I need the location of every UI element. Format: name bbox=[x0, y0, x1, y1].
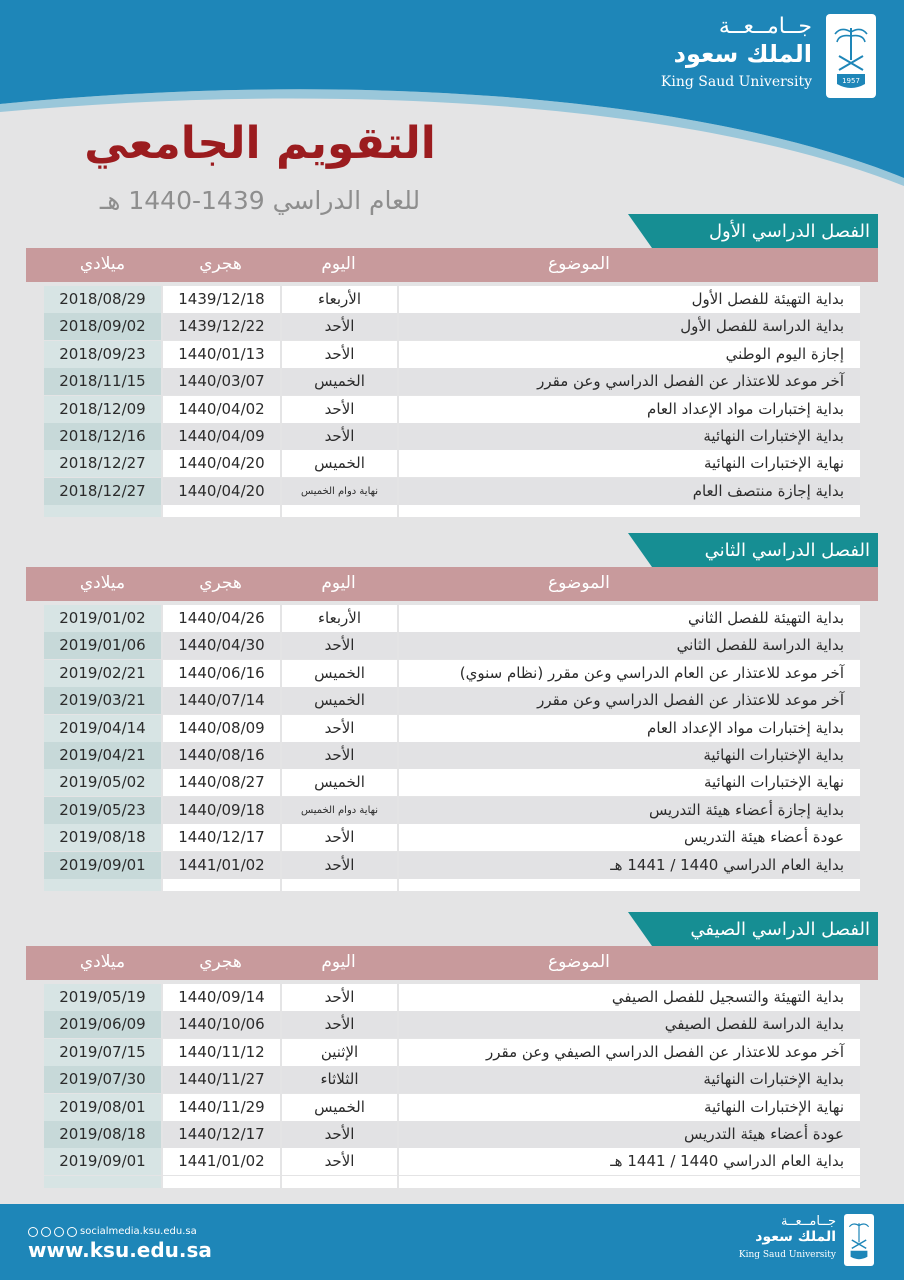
section-title-tab bbox=[652, 533, 878, 567]
cell-day: الأحد bbox=[282, 1148, 397, 1175]
cell-hijri: 1440/09/14 bbox=[163, 984, 280, 1011]
cell-gregorian: 2019/08/01 bbox=[44, 1094, 161, 1121]
cell-subject: عودة أعضاء هيئة التدريس bbox=[399, 1121, 860, 1148]
header-gregorian: ميلادي bbox=[79, 254, 126, 274]
cell-day: الخميس bbox=[282, 660, 397, 687]
cell-hijri: 1440/12/17 bbox=[163, 1121, 280, 1148]
table-row bbox=[44, 1066, 860, 1093]
social-links[interactable] bbox=[28, 1226, 197, 1237]
cell-gregorian: 2018/12/09 bbox=[44, 396, 161, 423]
cell-hijri: 1440/07/14 bbox=[163, 687, 280, 714]
cell-hijri: 1440/09/18 bbox=[163, 797, 280, 824]
table-row bbox=[44, 396, 860, 423]
table-row bbox=[44, 1148, 860, 1175]
cell-subject-empty bbox=[399, 879, 860, 891]
logo-arabic-university: جــامــعــة bbox=[718, 14, 812, 39]
header-subject: الموضوع bbox=[548, 573, 610, 593]
table-row bbox=[44, 769, 860, 796]
cell-day: الأحد bbox=[282, 984, 397, 1011]
cell-hijri: 1440/12/17 bbox=[163, 824, 280, 851]
cell-day: الأحد bbox=[282, 1011, 397, 1038]
cell-gregorian: 2019/04/21 bbox=[44, 742, 161, 769]
cell-hijri: 1440/08/16 bbox=[163, 742, 280, 769]
cell-day: نهاية دوام الخميس bbox=[282, 478, 397, 505]
header-day: اليوم bbox=[321, 254, 356, 274]
table-row bbox=[44, 450, 860, 477]
cell-hijri: 1440/04/26 bbox=[163, 605, 280, 632]
cell-subject: بداية التهيئة للفصل الأول bbox=[399, 286, 860, 313]
cell-hijri: 1440/01/13 bbox=[163, 341, 280, 368]
table-row bbox=[44, 742, 860, 769]
cell-day: الأحد bbox=[282, 341, 397, 368]
cell-gregorian: 2018/12/27 bbox=[44, 478, 161, 505]
header-day: اليوم bbox=[321, 952, 356, 972]
table-row-spacer bbox=[44, 879, 860, 891]
cell-subject: بداية التهيئة للفصل الثاني bbox=[399, 605, 860, 632]
cell-gregorian: 2019/01/06 bbox=[44, 632, 161, 659]
cell-subject: بداية العام الدراسي 1440 / 1441 هـ bbox=[399, 852, 860, 879]
cell-gregorian: 2018/09/02 bbox=[44, 313, 161, 340]
table-row bbox=[44, 341, 860, 368]
section-title-tab bbox=[652, 912, 878, 946]
cell-day: الخميس bbox=[282, 368, 397, 395]
cell-hijri: 1440/10/06 bbox=[163, 1011, 280, 1038]
cell-gregorian: 2019/01/02 bbox=[44, 605, 161, 632]
cell-gregorian: 2018/09/23 bbox=[44, 341, 161, 368]
logo-english-name: King Saud University bbox=[660, 74, 812, 90]
table-row bbox=[44, 824, 860, 851]
cell-day: الأحد bbox=[282, 632, 397, 659]
cell-gregorian: 2019/04/14 bbox=[44, 715, 161, 742]
cell-gregorian: 2018/12/27 bbox=[44, 450, 161, 477]
logo-arabic-name: الملك سعود bbox=[673, 40, 812, 68]
cell-gregorian: 2019/03/21 bbox=[44, 687, 161, 714]
cell-subject: آخر موعد للاعتذار عن العام الدراسي وعن مقرر (نظام سنوي) bbox=[399, 660, 860, 687]
cell-gregorian: 2019/08/18 bbox=[44, 824, 161, 851]
cell-day: الأربعاء bbox=[282, 286, 397, 313]
cell-subject: بداية الدراسة للفصل الصيفي bbox=[399, 1011, 860, 1038]
header-hijri: هجري bbox=[199, 573, 242, 593]
table-row bbox=[44, 687, 860, 714]
table-header bbox=[26, 248, 878, 282]
table-row bbox=[44, 984, 860, 1011]
cell-hijri: 1440/04/02 bbox=[163, 396, 280, 423]
cell-hijri: 1440/04/20 bbox=[163, 450, 280, 477]
cell-subject: عودة أعضاء هيئة التدريس bbox=[399, 824, 860, 851]
seal-year: 1957 bbox=[842, 77, 860, 85]
cell-day: الخميس bbox=[282, 687, 397, 714]
table-row bbox=[44, 797, 860, 824]
facebook-icon[interactable] bbox=[54, 1227, 64, 1237]
cell-subject: بداية الدراسة للفصل الثاني bbox=[399, 632, 860, 659]
footer-logo bbox=[739, 1214, 874, 1270]
cell-subject: بداية إختبارات مواد الإعداد العام bbox=[399, 396, 860, 423]
footer-logo-english: King Saud University bbox=[738, 1250, 836, 1260]
cell-day: الخميس bbox=[282, 1094, 397, 1121]
cell-gregorian: 2019/08/18 bbox=[44, 1121, 161, 1148]
header-hijri: هجري bbox=[199, 952, 242, 972]
table-row bbox=[44, 1039, 860, 1066]
table-row-spacer bbox=[44, 505, 860, 517]
cell-gregorian-empty bbox=[44, 1176, 161, 1188]
cell-day-empty bbox=[282, 879, 397, 891]
cell-hijri: 1440/11/29 bbox=[163, 1094, 280, 1121]
cell-gregorian: 2019/02/21 bbox=[44, 660, 161, 687]
cell-subject: بداية إجازة أعضاء هيئة التدريس bbox=[399, 797, 860, 824]
table-row bbox=[44, 605, 860, 632]
cell-subject: بداية الإختبارات النهائية bbox=[399, 423, 860, 450]
section-title-tab bbox=[652, 214, 878, 248]
footer-logo-arabic-name: الملك سعود bbox=[755, 1229, 836, 1245]
cell-day: الأحد bbox=[282, 313, 397, 340]
cell-gregorian: 2019/09/01 bbox=[44, 1148, 161, 1175]
cell-day: الأربعاء bbox=[282, 605, 397, 632]
cell-day: نهاية دوام الخميس bbox=[282, 797, 397, 824]
table-row bbox=[44, 423, 860, 450]
cell-gregorian-empty bbox=[44, 505, 161, 517]
cell-gregorian-empty bbox=[44, 879, 161, 891]
cell-day: الخميس bbox=[282, 769, 397, 796]
cell-hijri: 1441/01/02 bbox=[163, 1148, 280, 1175]
cell-subject: بداية الإختبارات النهائية bbox=[399, 742, 860, 769]
cell-subject-empty bbox=[399, 505, 860, 517]
cell-subject: بداية الدراسة للفصل الأول bbox=[399, 313, 860, 340]
cell-hijri: 1440/04/09 bbox=[163, 423, 280, 450]
header-gregorian: ميلادي bbox=[79, 952, 126, 972]
cell-day-empty bbox=[282, 505, 397, 517]
footer-logo-arabic-university: جــامــعــة bbox=[780, 1214, 836, 1229]
cell-day: الإثنين bbox=[282, 1039, 397, 1066]
cell-hijri: 1439/12/22 bbox=[163, 313, 280, 340]
website-url[interactable]: www.ksu.edu.sa bbox=[28, 1238, 212, 1262]
cell-subject: آخر موعد للاعتذار عن الفصل الدراسي وعن مقرر bbox=[399, 687, 860, 714]
table-header bbox=[26, 946, 878, 980]
twitter-icon[interactable] bbox=[67, 1227, 77, 1237]
cell-subject: بداية التهيئة والتسجيل للفصل الصيفي bbox=[399, 984, 860, 1011]
cell-subject: بداية العام الدراسي 1440 / 1441 هـ bbox=[399, 1148, 860, 1175]
cell-day: الأحد bbox=[282, 852, 397, 879]
cell-gregorian: 2019/05/19 bbox=[44, 984, 161, 1011]
cell-gregorian: 2019/05/23 bbox=[44, 797, 161, 824]
cell-hijri: 1441/01/02 bbox=[163, 852, 280, 879]
cell-day: الأحد bbox=[282, 396, 397, 423]
cell-gregorian: 2018/08/29 bbox=[44, 286, 161, 313]
cell-hijri-empty bbox=[163, 879, 280, 891]
table-row bbox=[44, 313, 860, 340]
cell-subject: بداية إجازة منتصف العام bbox=[399, 478, 860, 505]
section-title: الفصل الدراسي الثاني bbox=[704, 539, 870, 561]
ksu-logo bbox=[661, 14, 876, 104]
table-row bbox=[44, 286, 860, 313]
instagram-icon[interactable] bbox=[28, 1227, 38, 1237]
cell-hijri: 1440/08/27 bbox=[163, 769, 280, 796]
table-row-spacer bbox=[44, 1176, 860, 1188]
cell-subject: نهاية الإختبارات النهائية bbox=[399, 450, 860, 477]
palm-seal-icon bbox=[844, 1214, 874, 1266]
table-row bbox=[44, 1011, 860, 1038]
cell-hijri: 1440/06/16 bbox=[163, 660, 280, 687]
cell-subject: نهاية الإختبارات النهائية bbox=[399, 769, 860, 796]
palm-seal-icon bbox=[826, 14, 876, 98]
header-subject: الموضوع bbox=[548, 254, 610, 274]
header-subject: الموضوع bbox=[548, 952, 610, 972]
cell-day: الأحد bbox=[282, 824, 397, 851]
cell-gregorian: 2019/05/02 bbox=[44, 769, 161, 796]
table-row bbox=[44, 368, 860, 395]
cell-hijri-empty bbox=[163, 1176, 280, 1188]
table-row bbox=[44, 660, 860, 687]
cell-gregorian: 2018/12/16 bbox=[44, 423, 161, 450]
table-row bbox=[44, 632, 860, 659]
cell-subject: نهاية الإختبارات النهائية bbox=[399, 1094, 860, 1121]
cell-subject: إجازة اليوم الوطني bbox=[399, 341, 860, 368]
cell-subject: آخر موعد للاعتذار عن الفصل الدراسي الصيفي وعن مقرر bbox=[399, 1039, 860, 1066]
cell-hijri-empty bbox=[163, 505, 280, 517]
cell-hijri: 1440/08/09 bbox=[163, 715, 280, 742]
cell-hijri: 1440/11/12 bbox=[163, 1039, 280, 1066]
cell-hijri: 1439/12/18 bbox=[163, 286, 280, 313]
cell-hijri: 1440/11/27 bbox=[163, 1066, 280, 1093]
cell-subject: بداية إختبارات مواد الإعداد العام bbox=[399, 715, 860, 742]
cell-day: الخميس bbox=[282, 450, 397, 477]
table-row bbox=[44, 715, 860, 742]
table-row bbox=[44, 852, 860, 879]
cell-day: الأحد bbox=[282, 715, 397, 742]
cell-gregorian: 2018/11/15 bbox=[44, 368, 161, 395]
footer bbox=[0, 1204, 904, 1280]
page-title: التقويم الجامعي bbox=[84, 118, 436, 169]
table-row bbox=[44, 1094, 860, 1121]
cell-day: الأحد bbox=[282, 742, 397, 769]
header-day: اليوم bbox=[321, 573, 356, 593]
header-hijri: هجري bbox=[199, 254, 242, 274]
cell-gregorian: 2019/07/15 bbox=[44, 1039, 161, 1066]
cell-gregorian: 2019/09/01 bbox=[44, 852, 161, 879]
table-row bbox=[44, 478, 860, 505]
cell-subject-empty bbox=[399, 1176, 860, 1188]
header-gregorian: ميلادي bbox=[79, 573, 126, 593]
cell-day-empty bbox=[282, 1176, 397, 1188]
table-header bbox=[26, 567, 878, 601]
page-subtitle: للعام الدراسي 1439-1440 هـ bbox=[99, 186, 421, 215]
table-row bbox=[44, 1121, 860, 1148]
cell-subject: آخر موعد للاعتذار عن الفصل الدراسي وعن مقرر bbox=[399, 368, 860, 395]
cell-hijri: 1440/04/30 bbox=[163, 632, 280, 659]
cell-day: الثلاثاء bbox=[282, 1066, 397, 1093]
section-title: الفصل الدراسي الأول bbox=[708, 220, 870, 242]
cell-hijri: 1440/04/20 bbox=[163, 478, 280, 505]
youtube-icon[interactable] bbox=[41, 1227, 51, 1237]
cell-gregorian: 2019/07/30 bbox=[44, 1066, 161, 1093]
social-url[interactable]: socialmedia.ksu.edu.sa bbox=[80, 1226, 197, 1237]
cell-subject: بداية الإختبارات النهائية bbox=[399, 1066, 860, 1093]
section-title: الفصل الدراسي الصيفي bbox=[690, 918, 870, 940]
cell-gregorian: 2019/06/09 bbox=[44, 1011, 161, 1038]
cell-day: الأحد bbox=[282, 1121, 397, 1148]
cell-hijri: 1440/03/07 bbox=[163, 368, 280, 395]
cell-day: الأحد bbox=[282, 423, 397, 450]
